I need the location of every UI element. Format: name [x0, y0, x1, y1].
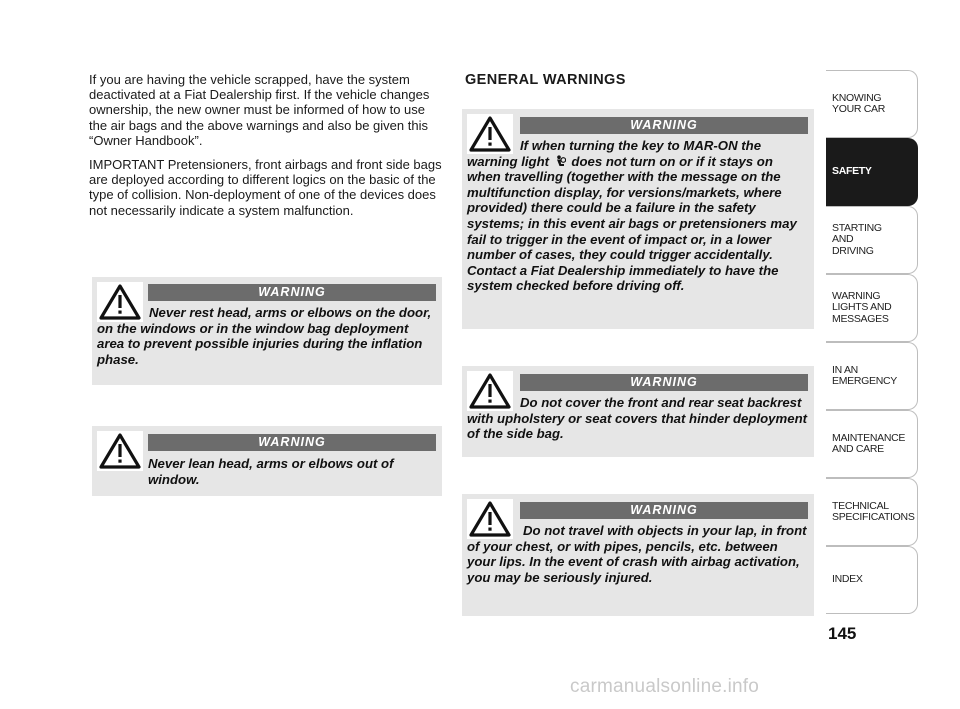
tab-safety[interactable]: SAFETY	[826, 138, 918, 206]
tab-starting-and-driving[interactable]: STARTING AND DRIVING	[826, 206, 918, 274]
warning-label: WARNING	[148, 434, 436, 451]
warning-box-lean-head	[92, 426, 442, 496]
tab-index[interactable]: INDEX	[826, 546, 918, 614]
warning-text: Never rest head, arms or elbows on the door, on the windows or in the window bag deployment area to prevent possible injuries during the inflation phase.	[97, 305, 432, 367]
chapter-sidebar	[826, 70, 918, 614]
warning-triangle-icon	[97, 431, 143, 471]
warning-box-seat-cover	[462, 366, 814, 457]
tab-knowing-your-car[interactable]: KNOWING YOUR CAR	[826, 70, 918, 138]
warning-text: Do not cover the front and rear seat backrest with upholstery or seat covers that hinder deployment of the side bag.	[467, 395, 808, 442]
warning-text: If when turning the key to MAR-ON the warning light does not turn on or if it stays on when travelling (together with the message on the multifunction display, for versions/markets, where provided) there could be a failure in the safety systems; in this event air bags or pretensioners may fail to trigger in the event of impact or, in a lower number of cases, they could trigger accidentally. Contact a Fiat Dealership immediately to have the system checked before driving off.	[467, 138, 797, 294]
warning-text: Do not travel with objects in your lap, in front of your chest, or with pipes, pencils, etc. between your lips. In the event of crash with airbag activation, you may be seriously injured.	[467, 523, 807, 585]
warning-box-rest-head	[92, 277, 442, 385]
tab-in-an-emergency[interactable]: IN AN EMERGENCY	[826, 342, 918, 410]
warning-box-mar-on	[462, 109, 814, 329]
watermark-text: carmanualsonline.info	[570, 676, 760, 697]
intro-text	[89, 72, 445, 227]
intro-paragraph-2: IMPORTANT Pretensioners, front airbags and front side bags are deployed according to different logics on the basic of the type of collision. Non-deployment of one of the devices does not necessarily indicate a system malfunction.	[89, 157, 442, 218]
tab-technical-specifications[interactable]: TECHNICAL SPECIFICATIONS	[826, 478, 918, 546]
intro-paragraph-1: If you are having the vehicle scrapped, have the system deactivated at a Fiat Dealership first. If the vehicle changes ownership, the new owner must be informed of how to use the air bags and the above warnings and also be given this “Owner Handbook”.	[89, 72, 430, 148]
warning-label: WARNING	[520, 374, 808, 391]
general-warnings-heading: GENERAL WARNINGS	[465, 72, 626, 88]
warning-label: WARNING	[148, 284, 436, 301]
tab-maintenance-and-care[interactable]: MAINTENANCE AND CARE	[826, 410, 918, 478]
page-number: 145	[828, 624, 857, 643]
warning-label: WARNING	[520, 502, 808, 519]
tab-warning-lights-and-messages[interactable]: WARNING LIGHTS AND MESSAGES	[826, 274, 918, 342]
warning-box-objects-lap	[462, 494, 814, 616]
airbag-warning-light-icon	[555, 155, 566, 168]
warning-label: WARNING	[520, 117, 808, 134]
warning-text: Never lean head, arms or elbows out of window.	[148, 456, 394, 487]
